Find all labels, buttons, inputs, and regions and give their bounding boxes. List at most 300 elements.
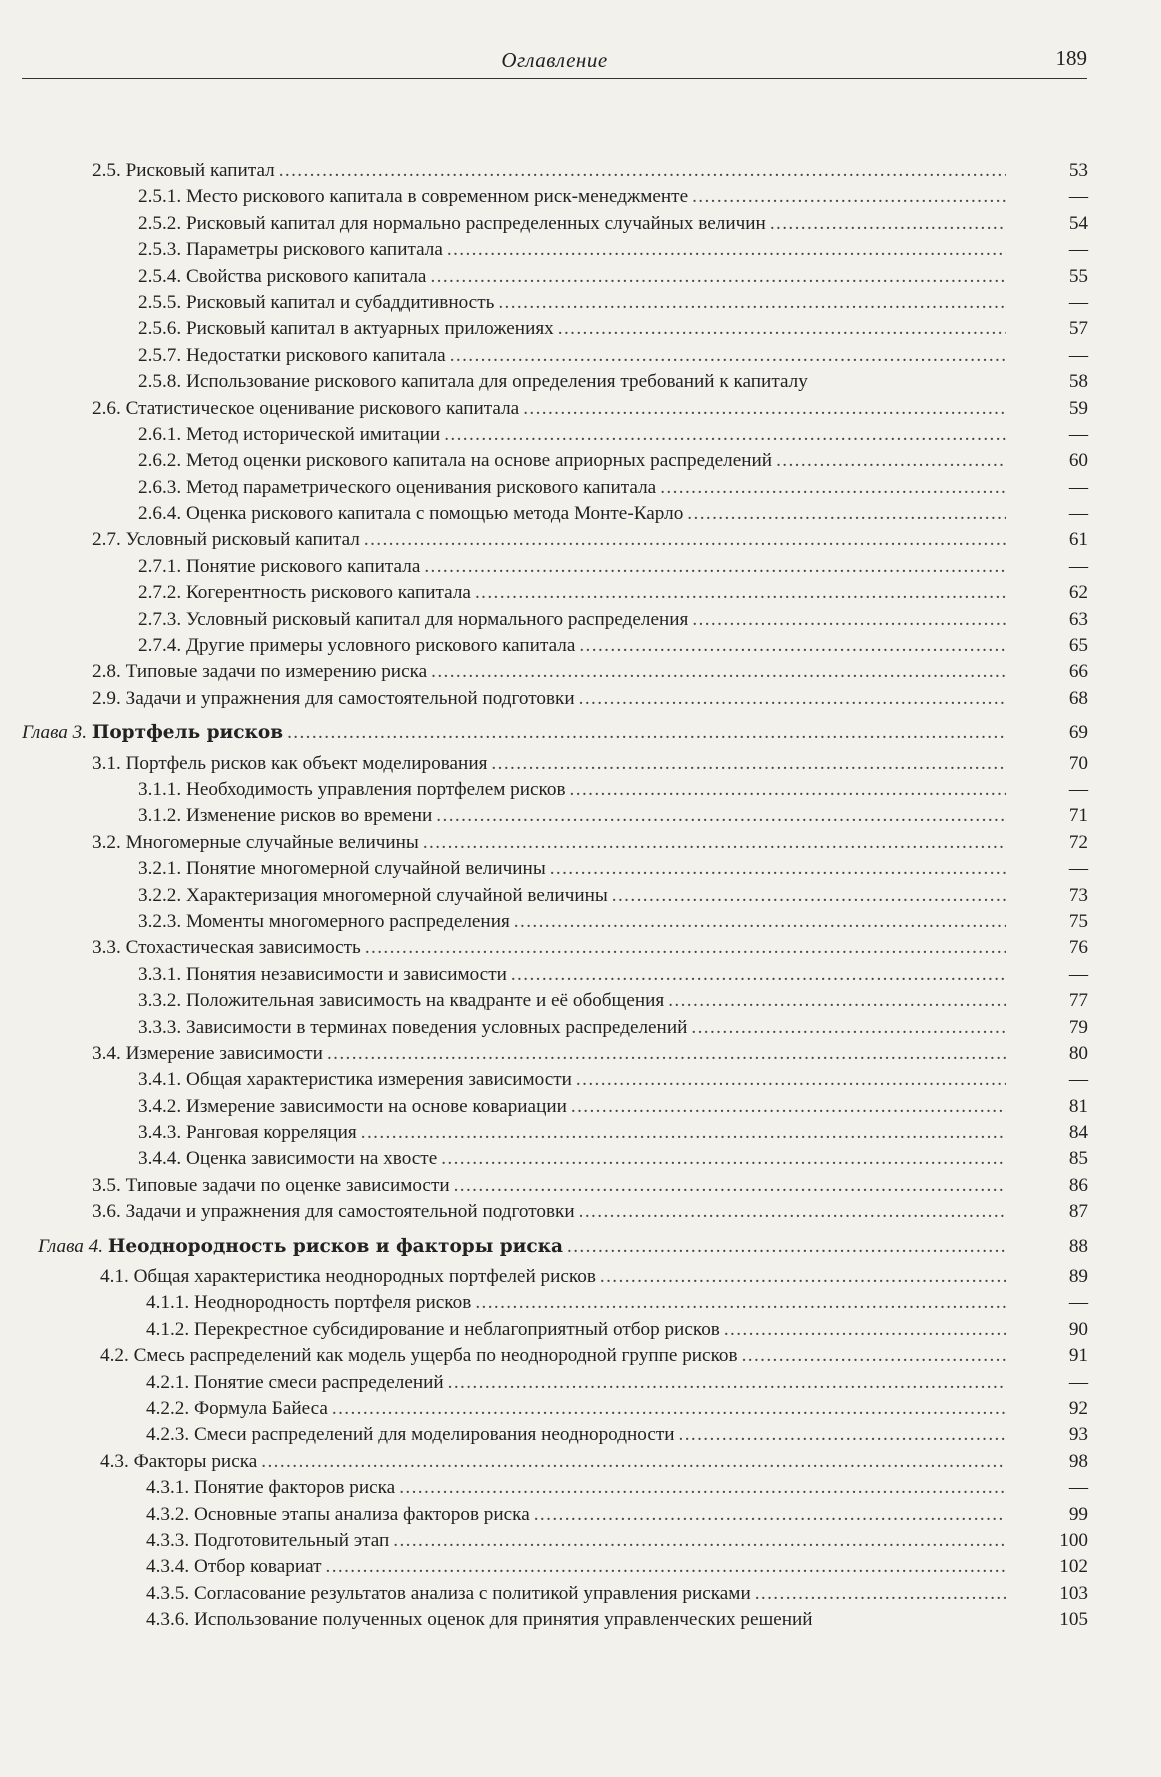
section-number: 2.7. [92, 529, 126, 551]
toc-entry-label [138, 777, 566, 803]
toc-subsection-entry[interactable] [0, 475, 1161, 501]
toc-page-number: — [1068, 1477, 1088, 1499]
section-title: Необходимость управления портфелем рисков [185, 778, 566, 800]
section-title: Отбор ковариат [193, 1556, 322, 1578]
toc-page-number: 55 [1068, 265, 1088, 287]
toc-section-entry[interactable] [0, 527, 1161, 553]
table-of-contents [0, 158, 1161, 1633]
toc-page-number: 92 [1068, 1397, 1088, 1419]
toc-page-number: 66 [1068, 661, 1088, 683]
toc-page-number: — [1068, 963, 1088, 985]
toc-subsection-entry[interactable] [0, 883, 1161, 909]
toc-entry-body [138, 988, 1006, 1014]
toc-page-number: 63 [1068, 608, 1088, 630]
toc-entry-body [92, 1041, 1006, 1067]
toc-entry-label [138, 422, 440, 448]
toc-subsection-entry[interactable] [0, 448, 1161, 474]
toc-entry-body [92, 1173, 1006, 1199]
toc-entry-label [138, 1067, 572, 1093]
toc-entry-body [138, 448, 1006, 474]
toc-section-entry[interactable] [0, 659, 1161, 685]
toc-page-number: — [1068, 344, 1088, 366]
section-number: 3.2.3. [138, 910, 186, 932]
toc-entry-label [92, 751, 487, 777]
toc-entry-body [146, 1370, 1006, 1396]
section-title: Зависимости в терминах поведения условных распределений [185, 1016, 688, 1038]
section-title: Портфель рисков как объект моделирования [125, 752, 488, 774]
toc-entry-body [138, 1015, 1006, 1041]
dot-leader [554, 316, 1006, 342]
section-number: 4.3.6. [146, 1609, 194, 1631]
section-title: Моменты многомерного распределения [185, 910, 510, 932]
toc-subsection-entry[interactable] [0, 554, 1161, 580]
toc-entry-label [100, 1343, 738, 1369]
dot-leader [360, 527, 1006, 553]
toc-subsection-entry[interactable] [0, 1528, 1161, 1554]
toc-entry-label [138, 633, 575, 659]
section-title: Использование полученных оценок для принятия управленческих решений [193, 1609, 813, 1631]
section-title: Задачи и упражнения для самостоятельной подготовки [125, 687, 575, 709]
toc-entry-body [138, 475, 1006, 501]
toc-entry-body [138, 607, 1006, 633]
toc-entry-body [146, 1581, 1006, 1607]
toc-page-number: 87 [1068, 1201, 1088, 1223]
toc-entry-label [146, 1554, 322, 1580]
toc-subsection-entry[interactable] [0, 343, 1161, 369]
dot-leader [519, 396, 1006, 422]
dot-leader [575, 686, 1006, 712]
toc-section-entry[interactable] [0, 1449, 1161, 1475]
toc-entry-label [146, 1475, 395, 1501]
toc-entry-label [138, 803, 432, 829]
section-title: Подготовительный этап [193, 1529, 390, 1551]
toc-entry-body [92, 396, 1006, 422]
toc-entry-label [146, 1528, 389, 1554]
section-title: Метод параметрического оценивания рискового капитала [185, 476, 657, 498]
section-number: 4.3.2. [146, 1503, 194, 1525]
toc-entry-body [138, 1067, 1006, 1093]
section-number: 4.2.1. [146, 1371, 194, 1393]
toc-entry-label [138, 501, 683, 527]
toc-subsection-entry[interactable] [0, 580, 1161, 606]
section-number: 2.5.7. [138, 344, 186, 366]
toc-page-number: 72 [1068, 831, 1088, 853]
toc-section-entry[interactable] [0, 158, 1161, 184]
toc-subsection-entry[interactable] [0, 316, 1161, 342]
section-number: 2.6.3. [138, 476, 186, 498]
toc-entry-label [146, 1607, 813, 1633]
section-number: 2.7.1. [138, 555, 186, 577]
toc-entry-body [138, 554, 1006, 580]
dot-leader [738, 1343, 1006, 1369]
dot-leader [546, 856, 1006, 882]
toc-page-number: — [1068, 423, 1088, 445]
toc-page-number: 102 [1059, 1556, 1088, 1578]
toc-subsection-entry[interactable] [0, 1475, 1161, 1501]
dot-leader [510, 909, 1006, 935]
toc-entry-label [138, 290, 494, 316]
section-title: Понятие смеси распределений [193, 1371, 444, 1393]
dot-leader [563, 1234, 1006, 1260]
section-number: 4.2.3. [146, 1424, 194, 1446]
section-title: Понятия независимости и зависимости [185, 963, 507, 985]
section-number: 3.1.1. [138, 778, 186, 800]
toc-entry-label [138, 1015, 687, 1041]
toc-page-number: 75 [1068, 910, 1088, 932]
toc-subsection-entry[interactable] [0, 1607, 1161, 1633]
toc-entry-body [138, 184, 1006, 210]
toc-entry-label [92, 1041, 323, 1067]
dot-leader [471, 1290, 1006, 1316]
toc-entry-body [100, 1264, 1006, 1290]
section-number: 4.3.1. [146, 1477, 194, 1499]
section-title: Недостатки рискового капитала [185, 344, 446, 366]
dot-leader [575, 633, 1006, 659]
dot-leader [432, 803, 1006, 829]
dot-leader [656, 475, 1006, 501]
toc-page-number: 89 [1068, 1266, 1088, 1288]
dot-leader [572, 1067, 1006, 1093]
toc-entry-label [146, 1502, 530, 1528]
toc-subsection-entry[interactable] [0, 777, 1161, 803]
toc-subsection-entry[interactable] [0, 1094, 1161, 1120]
section-number: 3.1. [92, 752, 126, 774]
section-title: Статистическое оценивание рискового капитала [125, 397, 520, 419]
dot-leader [664, 988, 1006, 1014]
toc-chapter-entry[interactable] [0, 1234, 1161, 1260]
toc-subsection-entry[interactable] [0, 264, 1161, 290]
dot-leader [772, 448, 1006, 474]
section-number: 3.4.1. [138, 1069, 186, 1091]
toc-entry-body [138, 883, 1006, 909]
toc-entry-label [138, 909, 510, 935]
toc-subsection-entry[interactable] [0, 803, 1161, 829]
toc-page-number: 58 [1068, 371, 1088, 393]
toc-page-number: 57 [1068, 318, 1088, 340]
toc-entry-label [146, 1581, 751, 1607]
toc-page-number: — [1068, 291, 1088, 313]
toc-entry-label [138, 554, 420, 580]
toc-subsection-entry[interactable] [0, 1502, 1161, 1528]
dot-leader [389, 1528, 1006, 1554]
toc-page-number: 65 [1068, 635, 1088, 657]
toc-section-entry[interactable] [0, 830, 1161, 856]
toc-subsection-entry[interactable] [0, 1554, 1161, 1580]
header-page-number: 189 [1055, 46, 1087, 70]
section-number: 4.3.5. [146, 1582, 194, 1604]
toc-page-number: 60 [1068, 450, 1088, 472]
toc-subsection-entry[interactable] [0, 1290, 1161, 1316]
dot-leader [766, 211, 1006, 237]
section-number: 2.7.2. [138, 582, 186, 604]
toc-page-number: 84 [1068, 1122, 1088, 1144]
toc-page-number: 85 [1068, 1148, 1088, 1170]
toc-entry-label [138, 1094, 567, 1120]
toc-page-number: 53 [1068, 160, 1088, 181]
toc-subsection-entry[interactable] [0, 1581, 1161, 1607]
toc-page-number: 59 [1068, 397, 1088, 419]
toc-entry-body [146, 1422, 1006, 1448]
toc-entry-body [146, 1528, 1006, 1554]
toc-subsection-entry[interactable] [0, 211, 1161, 237]
toc-entry-label [100, 1449, 257, 1475]
toc-entry-body [100, 1343, 1006, 1369]
toc-entry-body [22, 720, 1006, 746]
dot-leader [687, 1015, 1006, 1041]
section-title: Рисковый капитал и субаддитивность [185, 291, 495, 313]
section-title: Место рискового капитала в современном риск-менеджменте [185, 186, 689, 208]
section-title: Когерентность рискового капитала [185, 582, 471, 604]
toc-entry-label [92, 935, 361, 961]
toc-section-entry[interactable] [0, 1199, 1161, 1225]
toc-page-number: — [1068, 1069, 1088, 1091]
toc-subsection-entry[interactable] [0, 909, 1161, 935]
toc-entry-body [138, 422, 1006, 448]
toc-section-entry[interactable] [0, 935, 1161, 961]
toc-page-number: 68 [1068, 687, 1088, 709]
toc-subsection-entry[interactable] [0, 1396, 1161, 1422]
dot-leader [361, 935, 1006, 961]
toc-subsection-entry[interactable] [0, 633, 1161, 659]
toc-page-number: 81 [1068, 1095, 1088, 1117]
toc-page-number: — [1068, 858, 1088, 880]
chapter-title: Портфель рисков [91, 722, 284, 744]
toc-entry-label [100, 1264, 596, 1290]
section-number: 2.6.2. [138, 450, 186, 472]
chapter-title: Неоднородность рисков и факторы риска [107, 1235, 563, 1257]
toc-entry-body [138, 856, 1006, 882]
toc-section-entry[interactable] [0, 1264, 1161, 1290]
toc-subsection-entry[interactable] [0, 422, 1161, 448]
toc-page-number: 98 [1068, 1450, 1088, 1472]
section-title: Смеси распределений для моделирования неоднородности [193, 1424, 675, 1446]
toc-entry-label [138, 264, 426, 290]
dot-leader [567, 1094, 1006, 1120]
toc-entry-label [138, 962, 507, 988]
dot-leader [596, 1264, 1006, 1290]
section-number: 4.3.3. [146, 1529, 194, 1551]
toc-page-number: — [1068, 1292, 1088, 1314]
toc-section-entry[interactable] [0, 1041, 1161, 1067]
section-number: 2.5.5. [138, 291, 186, 313]
toc-page-number: — [1068, 778, 1088, 800]
toc-entry-body [138, 211, 1006, 237]
toc-subsection-entry[interactable] [0, 1146, 1161, 1172]
toc-page-number: 79 [1068, 1016, 1088, 1038]
toc-subsection-entry[interactable] [0, 369, 1161, 395]
toc-page-number: 73 [1068, 884, 1088, 906]
dot-leader [419, 830, 1006, 856]
toc-subsection-entry[interactable] [0, 856, 1161, 882]
toc-page-number: 93 [1068, 1424, 1088, 1446]
toc-subsection-entry[interactable] [0, 1370, 1161, 1396]
dot-leader [608, 883, 1006, 909]
toc-entry-body [138, 1120, 1006, 1146]
toc-entry-label [92, 659, 427, 685]
dot-leader [257, 1449, 1006, 1475]
section-title: Условный рисковый капитал для нормального распределения [185, 608, 689, 630]
section-title: Смесь распределений как модель ущерба по неоднородной группе рисков [133, 1345, 738, 1367]
toc-subsection-entry[interactable] [0, 184, 1161, 210]
toc-entry-body [92, 659, 1006, 685]
section-number: 3.4.3. [138, 1122, 186, 1144]
toc-page-number: 100 [1059, 1529, 1088, 1551]
toc-entry-label [138, 237, 443, 263]
toc-entry-body [92, 830, 1006, 856]
toc-entry-body [138, 962, 1006, 988]
toc-entry-label [138, 883, 608, 909]
toc-entry-label [138, 1146, 437, 1172]
section-number: 3.3.2. [138, 990, 186, 1012]
toc-subsection-entry[interactable] [0, 988, 1161, 1014]
section-title: Типовые задачи по измерению риска [125, 661, 428, 683]
section-number: 3.5. [92, 1174, 126, 1196]
toc-entry-body [138, 501, 1006, 527]
chapter-number: Глава 4. [38, 1235, 108, 1257]
dot-leader [395, 1475, 1006, 1501]
section-title: Использование рискового капитала для определения требований к капиталу [185, 371, 808, 393]
toc-entry-body [92, 935, 1006, 961]
section-title: Ранговая корреляция [185, 1122, 357, 1144]
section-title: Задачи и упражнения для самостоятельной подготовки [125, 1201, 575, 1223]
toc-subsection-entry[interactable] [0, 1422, 1161, 1448]
toc-entry-body [100, 1449, 1006, 1475]
toc-page-number: 62 [1068, 582, 1088, 604]
toc-section-entry[interactable] [0, 751, 1161, 777]
toc-subsection-entry[interactable] [0, 607, 1161, 633]
section-title: Рисковый капитал для нормально распределенных случайных величин [185, 212, 766, 234]
toc-entry-body [146, 1396, 1006, 1422]
toc-subsection-entry[interactable] [0, 290, 1161, 316]
section-title: Характеризация многомерной случайной величины [185, 884, 608, 906]
section-title: Измерение зависимости на основе ковариации [185, 1095, 567, 1117]
toc-subsection-entry[interactable] [0, 1067, 1161, 1093]
toc-subsection-entry[interactable] [0, 1120, 1161, 1146]
section-number: 2.6. [92, 397, 126, 419]
toc-section-entry[interactable] [0, 1343, 1161, 1369]
dot-leader [322, 1554, 1007, 1580]
toc-entry-label [138, 475, 656, 501]
section-number: 3.4.4. [138, 1148, 186, 1170]
toc-page-number: 90 [1068, 1318, 1088, 1340]
toc-page-number: — [1068, 476, 1088, 498]
section-title: Другие примеры условного рискового капитала [185, 635, 576, 657]
dot-leader [530, 1502, 1006, 1528]
dot-leader [283, 720, 1006, 746]
toc-entry-label [146, 1422, 675, 1448]
section-title: Факторы риска [133, 1450, 258, 1472]
section-number: 3.2. [92, 831, 126, 853]
toc-subsection-entry[interactable] [0, 501, 1161, 527]
toc-page-number: 76 [1068, 937, 1088, 959]
dot-leader [427, 659, 1006, 685]
section-title: Перекрестное субсидирование и неблагоприятный отбор рисков [193, 1318, 720, 1340]
section-number: 2.5.3. [138, 239, 186, 261]
toc-entry-body [138, 909, 1006, 935]
dot-leader [323, 1041, 1006, 1067]
toc-entry-label [146, 1290, 471, 1316]
section-number: 4.2.2. [146, 1397, 194, 1419]
toc-entry-body [146, 1317, 1006, 1343]
dot-leader [444, 1370, 1006, 1396]
toc-page-number: 99 [1068, 1503, 1088, 1525]
dot-leader [688, 607, 1006, 633]
dot-leader [575, 1199, 1006, 1225]
toc-entry-label [146, 1396, 328, 1422]
toc-entry-body [138, 237, 1006, 263]
section-title: Многомерные случайные величины [125, 831, 419, 853]
dot-leader [443, 237, 1006, 263]
toc-section-entry[interactable] [0, 1173, 1161, 1199]
dot-leader [507, 962, 1006, 988]
section-title: Параметры рискового капитала [185, 239, 443, 261]
toc-page-number: 103 [1059, 1582, 1088, 1604]
toc-page-number: 91 [1068, 1345, 1088, 1367]
toc-entry-body [138, 803, 1006, 829]
dot-leader [357, 1120, 1006, 1146]
toc-entry-label [138, 211, 766, 237]
toc-page-number: — [1068, 239, 1088, 261]
toc-entry-label [146, 1370, 444, 1396]
toc-entry-body [92, 751, 1006, 777]
toc-chapter-entry[interactable] [0, 720, 1161, 746]
toc-entry-label [138, 607, 688, 633]
toc-entry-body [92, 527, 1006, 553]
toc-entry-body [146, 1554, 1006, 1580]
dot-leader [440, 422, 1006, 448]
toc-subsection-entry[interactable] [0, 1015, 1161, 1041]
dot-leader [720, 1317, 1006, 1343]
section-number: 2.5.6. [138, 318, 186, 340]
toc-entry-body [146, 1502, 1006, 1528]
section-number: 3.4. [92, 1042, 126, 1064]
toc-entry-label [92, 830, 419, 856]
running-header [22, 44, 1087, 79]
toc-entry-body [92, 1199, 1006, 1225]
toc-subsection-entry[interactable] [0, 962, 1161, 988]
dot-leader [675, 1422, 1007, 1448]
dot-leader [450, 1173, 1006, 1199]
toc-section-entry[interactable] [0, 396, 1161, 422]
section-title: Условный рисковый капитал [125, 529, 360, 551]
section-number: 3.3.3. [138, 1016, 186, 1038]
toc-subsection-entry[interactable] [0, 237, 1161, 263]
toc-entry-label [138, 1120, 357, 1146]
section-title: Типовые задачи по оценке зависимости [125, 1174, 450, 1196]
toc-entry-label [22, 720, 283, 746]
toc-entry-label [92, 158, 275, 184]
toc-entry-label [92, 686, 575, 712]
toc-entry-label [138, 988, 664, 1014]
section-number: 3.1.2. [138, 805, 186, 827]
dot-leader [494, 290, 1006, 316]
dot-leader [446, 343, 1006, 369]
toc-entry-label [38, 1234, 563, 1260]
section-number: 3.2.2. [138, 884, 186, 906]
toc-entry-body [138, 264, 1006, 290]
section-title: Оценка зависимости на хвосте [185, 1148, 438, 1170]
section-title: Стохастическая зависимость [125, 937, 361, 959]
toc-entry-body [138, 633, 1006, 659]
toc-entry-body [138, 1146, 1006, 1172]
section-number: 4.1. [100, 1266, 134, 1288]
toc-entry-body [146, 1290, 1006, 1316]
toc-page-number: 80 [1068, 1042, 1088, 1064]
toc-subsection-entry[interactable] [0, 1317, 1161, 1343]
toc-entry-label [92, 1173, 450, 1199]
section-title: Изменение рисков во времени [185, 805, 433, 827]
toc-section-entry[interactable] [0, 686, 1161, 712]
